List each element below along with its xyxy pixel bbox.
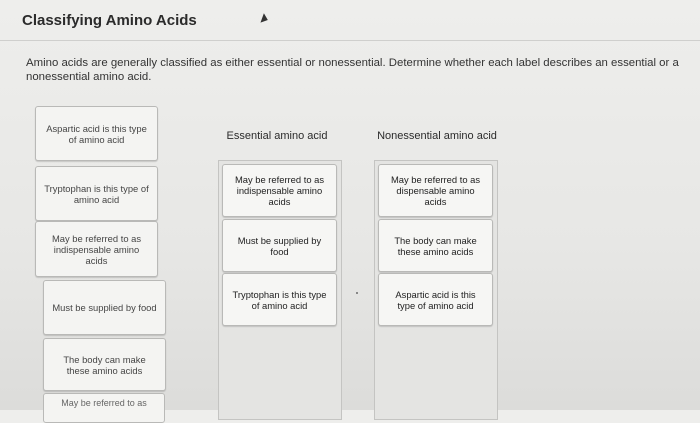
- source-card-indispensable[interactable]: May be referred to as indispensable amino acids: [35, 221, 158, 277]
- source-card-body-can-make[interactable]: The body can make these amino acids: [43, 338, 166, 391]
- instructions-text: Amino acids are generally classified as either essential or nonessential. Determine whether each label describes an essential or a nonessential amino acid.: [26, 57, 679, 83]
- stray-dot: [356, 292, 358, 294]
- source-card-supplied-by-food[interactable]: Must be supplied by food: [43, 280, 166, 335]
- source-card-tryptophan[interactable]: Tryptophan is this type of amino acid: [35, 166, 158, 221]
- nonessential-card-1[interactable]: May be referred to as dispensable amino acids: [378, 164, 493, 217]
- source-card-partial[interactable]: May be referred to as: [43, 393, 165, 423]
- column-header-nonessential: Nonessential amino acid: [377, 130, 497, 142]
- nonessential-card-2[interactable]: The body can make these amino acids: [378, 219, 493, 272]
- column-header-essential: Essential amino acid: [226, 130, 328, 142]
- header-bar: [0, 0, 700, 41]
- source-card-aspartic[interactable]: Aspartic acid is this type of amino acid: [35, 106, 158, 161]
- page-title: Classifying Amino Acids: [22, 12, 197, 29]
- cursor-icon: [260, 13, 269, 24]
- essential-card-2[interactable]: Must be supplied by food: [222, 219, 337, 272]
- nonessential-card-3[interactable]: Aspartic acid is this type of amino acid: [378, 273, 493, 326]
- essential-card-1[interactable]: May be referred to as indispensable amino acids: [222, 164, 337, 217]
- essential-card-3[interactable]: Tryptophan is this type of amino acid: [222, 273, 337, 326]
